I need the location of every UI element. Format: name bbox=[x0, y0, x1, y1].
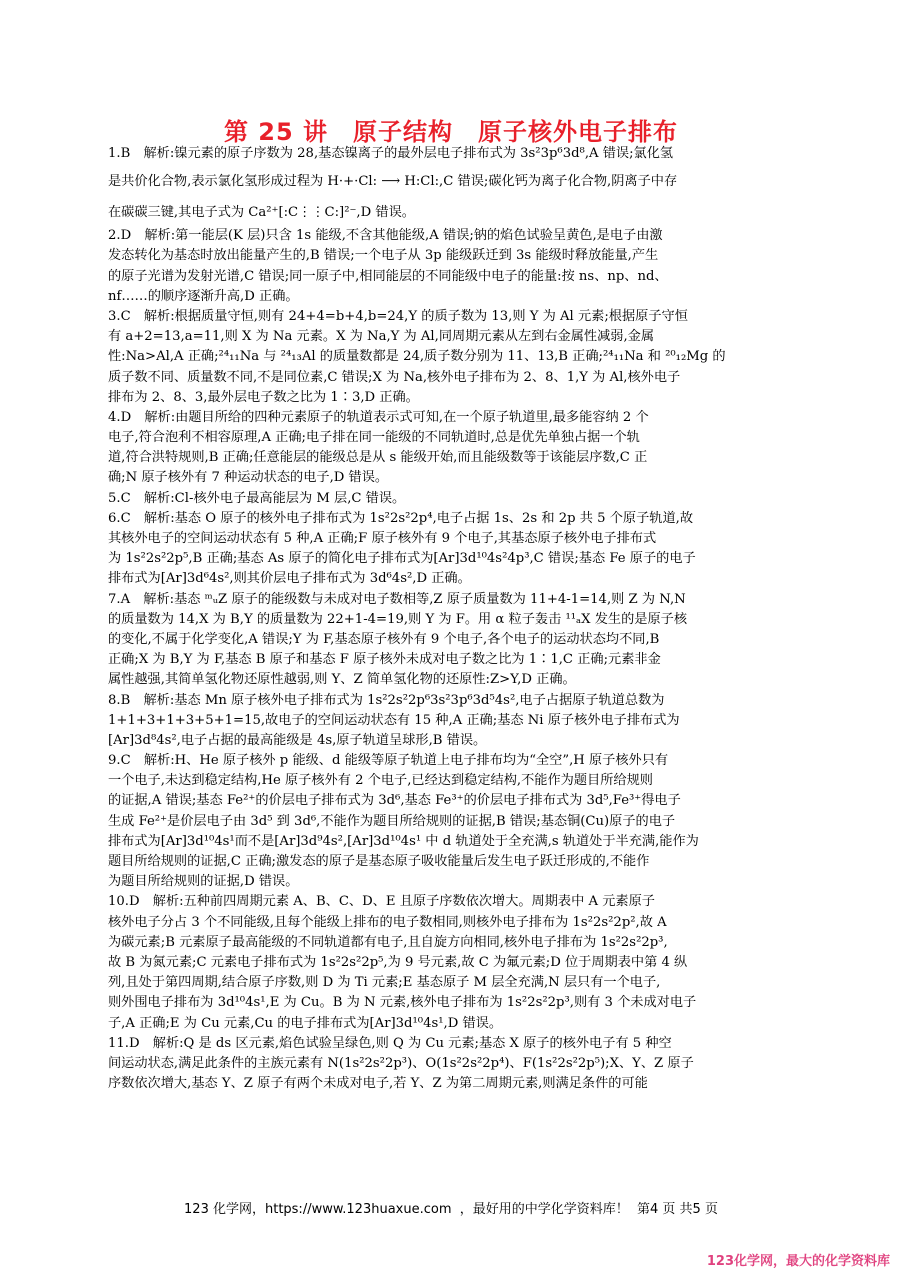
text-line bbox=[108, 1094, 788, 1114]
answer-body bbox=[108, 144, 788, 1114]
text-line: 发态转化为基态时放出能量产生的,B 错误;一个电子从 3p 能级跃迁到 3s 能级时释放能量,产生 bbox=[108, 248, 659, 264]
text-line: 序数依次增大,基态 Y、Z 原子有两个未成对电子,若 Y、Z 为第二周期元素,则满足条件的可能 bbox=[108, 1076, 648, 1092]
text-line: 间运动状态,满足此条件的主族元素有 N(1s²2s²2p³)、O(1s²2s²2p⁴)、F(1s²2s²2p⁵);X、Y、Z 原子 bbox=[108, 1055, 694, 1071]
text-line: 1+1+3+1+3+5+1=15,故电子的空间运动状态有 15 种,A 正确;基态 Ni 原子核外电子排布式为 bbox=[108, 712, 680, 728]
text-line: 的变化,不属于化学变化,A 错误;Y 为 F,基态原子核外有 9 个电子,各个电子的运动状态均不同,B bbox=[108, 631, 660, 647]
text-line: 一个电子,未达到稳定结构,He 原子核外有 2 个电子,已经达到稳定结构,不能作为题目所给规则 bbox=[108, 773, 653, 789]
text-line: 的质量数为 14,X 为 B,Y 的质量数为 22+1-4=19,则 Y 为 F。用 α 粒子轰击 ¹¹ₐX 发生的是原子核 bbox=[108, 611, 688, 627]
text-line: 排布为 2、8、3,最外层电子数之比为 1∶3,D 正确。 bbox=[108, 389, 419, 405]
text-line: [Ar]3d⁸4s²,电子占据的最高能级是 4s,原子轨道呈球形,B 错误。 bbox=[108, 732, 487, 748]
text-line: 在碳碳三键,其电子式为 Ca²⁺[:C⋮⋮C:]²⁻,D 错误。 bbox=[108, 205, 415, 221]
text-line: 故 B 为氮元素;C 元素电子排布式为 1s²2s²2p⁵,为 9 号元素,故 C 为氟元素;D 位于周期表中第 4 纵 bbox=[108, 954, 688, 970]
text-line: 生成 Fe²⁺是价层电子由 3d⁵ 到 3d⁶,不能作为题目所给规则的证据,B 错误;基态铜(Cu)原子的电子 bbox=[108, 813, 676, 829]
text-line: 质子数不同、质量数不同,不是同位素,C 错误;X 为 Na,核外电子排布为 2、8、1,Y 为 Al,核外电子 bbox=[108, 369, 681, 385]
text-line: nf……的顺序逐渐升高,D 正确。 bbox=[108, 288, 299, 304]
text-line: 2.D 解析:第一能层(K 层)只含 1s 能级,不含其他能级,A 错误;钠的焰色试验呈黄色,是电子由激 bbox=[108, 228, 663, 244]
text-line: 的原子光谱为发射光谱,C 错误;同一原子中,相同能层的不同能级中电子的能量:按 ns、np、nd、 bbox=[108, 268, 668, 284]
text-line: 正确;X 为 B,Y 为 F,基态 B 原子和基态 F 原子核外未成对电子数之比为 1∶1,C 正确;元素非金 bbox=[108, 652, 661, 668]
text-line: 1.B 解析:镍元素的原子序数为 28,基态镍离子的最外层电子排布式为 3s²3p⁶3d⁸,A 错误;氯化氢 bbox=[108, 146, 674, 161]
text-line: 属性越强,其简单氢化物还原性越弱,则 Y、Z 简单氢化物的还原性:Z>Y,D 正确。 bbox=[108, 672, 576, 688]
text-line: 道,符合洪特规则,B 正确;任意能层的能级总是从 s 能级开始,而且能级数等于该能层序数,C 正 bbox=[108, 450, 648, 466]
text-line: 为题目所给规则的证据,D 错误。 bbox=[108, 874, 299, 890]
text-line: 核外电子分占 3 个不同能级,且每个能级上排布的电子数相同,则核外电子排布为 1s²2s²2p²,故 A bbox=[108, 914, 667, 930]
text-line: 9.C 解析:H、He 原子核外 p 能级、d 能级等原子轨道上电子排布均为“全空”,H 原子核外只有 bbox=[108, 753, 669, 769]
text-line: 6.C 解析:基态 O 原子的核外电子排布式为 1s²2s²2p⁴,电子占据 1s、2s 和 2p 共 5 个原子轨道,故 bbox=[108, 510, 694, 526]
text-line: 8.B 解析:基态 Mn 原子核外电子排布式为 1s²2s²2p⁶3s²3p⁶3d⁵4s²,电子占据原子轨道总数为 bbox=[108, 692, 665, 708]
page-footer: 123 化学网，https://www.123huaxue.com ，最好用的中学化学资料库！ 第4 页 共5 页 bbox=[184, 1202, 718, 1217]
text-line: 确;N 原子核外有 7 种运动状态的电子,D 错误。 bbox=[108, 470, 389, 486]
text-line: 是共价化合物,表示氯化氢形成过程为 H·+·Cl: ⟶ H:Cl:,C 错误;碳化钙为离子化合物,阴离子中存 bbox=[108, 174, 678, 190]
text-line: 11.D 解析:Q 是 ds 区元素,焰色试验呈绿色,则 Q 为 Cu 元素;基态 X 原子的核外电子有 5 种空 bbox=[108, 1035, 672, 1051]
text-line: 排布式为[Ar]3d⁶4s²,则其价层电子排布式为 3d⁶4s²,D 正确。 bbox=[108, 571, 471, 587]
text-line: 5.C 解析:Cl-核外电子最高能层为 M 层,C 错误。 bbox=[108, 490, 406, 506]
text-line: 4.D 解析:由题目所给的四种元素原子的轨道表示式可知,在一个原子轨道里,最多能容纳 2 个 bbox=[108, 409, 649, 425]
text-line: 3.C 解析:根据质量守恒,则有 24+4=b+4,b=24,Y 的质子数为 13,则 Y 为 Al 元素;根据原子守恒 bbox=[108, 308, 688, 324]
text-line: 的证据,A 错误;基态 Fe²⁺的价层电子排布式为 3d⁶,基态 Fe³⁺的价层电子排布式为 3d⁵,Fe³⁺得电子 bbox=[108, 793, 681, 809]
text-line: 则外围电子排布为 3d¹⁰4s¹,E 为 Cu。B 为 N 元素,核外电子排布为 1s²2s²2p³,则有 3 个未成对电子 bbox=[108, 995, 697, 1011]
text-line: 电子,符合泡利不相容原理,A 正确;电子排在同一能级的不同轨道时,总是优先单独占据一个轨 bbox=[108, 430, 640, 446]
text-line: 排布式为[Ar]3d¹⁰4s¹而不是[Ar]3d⁹4s²,[Ar]3d¹⁰4s¹ 中 d 轨道处于全充满,s 轨道处于半充满,能作为 bbox=[108, 833, 699, 849]
site-watermark: 123化学网，最大的化学资料库 bbox=[706, 1254, 890, 1269]
text-line: 子,A 正确;E 为 Cu 元素,Cu 的电子排布式为[Ar]3d¹⁰4s¹,D 错误。 bbox=[108, 1015, 503, 1031]
text-line: 10.D 解析:五种前四周期元素 A、B、C、D、E 且原子序数依次增大。周期表中 A 元素原子 bbox=[108, 894, 655, 910]
text-line: 为碳元素;B 元素原子最高能级的不同轨道都有电子,且自旋方向相同,核外电子排布为 1s²2s²2p³, bbox=[108, 934, 668, 950]
text-line: 为 1s²2s²2p⁵,B 正确;基态 As 原子的简化电子排布式为[Ar]3d¹⁰4s²4p³,C 错误;基态 Fe 原子的电子 bbox=[108, 551, 696, 567]
text-line: 列,且处于第四周期,结合原子序数,则 D 为 Ti 元素;E 基态原子 M 层全充满,N 层只有一个电子, bbox=[108, 975, 661, 991]
text-line: 性:Na>Al,A 正确;²⁴₁₁Na 与 ²⁴₁₃Al 的质量数都是 24,质子数分别为 11、13,B 正确;²⁴₁₁Na 和 ²⁰₁₂Mg 的 bbox=[108, 349, 726, 365]
text-line: 其核外电子的空间运动状态有 5 种,A 正确;F 原子核外有 9 个电子,其基态原子核外电子排布式 bbox=[108, 531, 657, 546]
page-title: 第 25 讲 原子结构 原子核外电子排布 bbox=[223, 118, 679, 146]
text-line: 有 a+2=13,a=11,则 X 为 Na 元素。X 为 Na,Y 为 Al,同周期元素从左到右金属性减弱,金属 bbox=[108, 329, 655, 345]
text-line: 题目所给规则的证据,C 正确;激发态的原子是基态原子吸收能量后发生电子跃迁形成的,不能作 bbox=[108, 854, 650, 869]
text-line: 7.A 解析:基态 ᵐᵤZ 原子的能级数与未成对电子数相等,Z 原子质量数为 11+4-1=14,则 Z 为 N,N bbox=[108, 591, 686, 607]
